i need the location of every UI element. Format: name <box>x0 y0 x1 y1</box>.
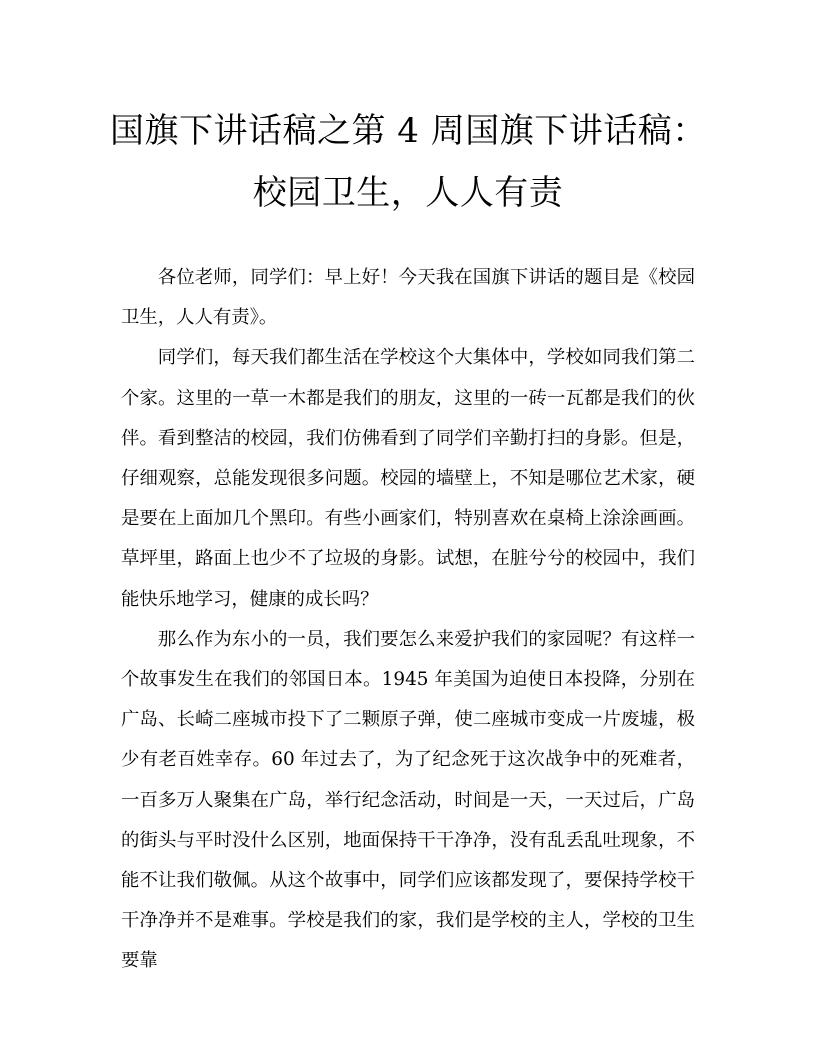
paragraph-campus-problems: 同学们，每天我们都生活在学校这个大集体中，学校如同我们第二个家。这里的一草一木都是我们的朋友，这里的一砖一瓦都是我们的伙伴。看到整洁的校园，我们仿佛看到了同学们辛勤打扫的身影。但是，仔细观察，总能发现很多问题。校园的墙壁上，不知是哪位艺术家，硬是要在上面加几个黑印。有些小画家们，特别喜欢在桌椅上涂涂画画。草坪里，路面上也少不了垃圾的身影。试想，在脏兮兮的校园中，我们能快乐地学习，健康的成长吗？ <box>121 347 695 610</box>
document-title-line-1: 国旗下讲话稿之第 4 周国旗下讲话稿： <box>110 111 707 151</box>
document-title-line-2: 校园卫生，人人有责 <box>252 173 564 213</box>
paragraph-greeting: 各位老师，同学们：早上好！今天我在国旗下讲话的题目是《校园卫生，人人有责》。 <box>121 267 695 329</box>
document-body <box>121 258 695 982</box>
paragraph-hiroshima-story: 那么作为东小的一员，我们要怎么来爱护我们的家园呢？有这样一个故事发生在我们的邻国日本。1945 年美国为迫使日本投降，分别在广岛、长崎二座城市投下了二颗原子弹，使二座城市变成一片废墟，极少有老百姓幸存。60 年过去了，为了纪念死于这次战争中的死难者，一百多万人聚集在广岛，举行纪念活动，时间是一天，一天过后，广岛的街头与平时没什么区别，地面保持干干净净，没有乱丢乱吐现象，不能不让我们敬佩。从这个故事中，同学们应该都发现了，要保持学校干干净净并不是难事。学校是我们的家，我们是学校的主人，学校的卫生要靠 <box>121 628 695 972</box>
